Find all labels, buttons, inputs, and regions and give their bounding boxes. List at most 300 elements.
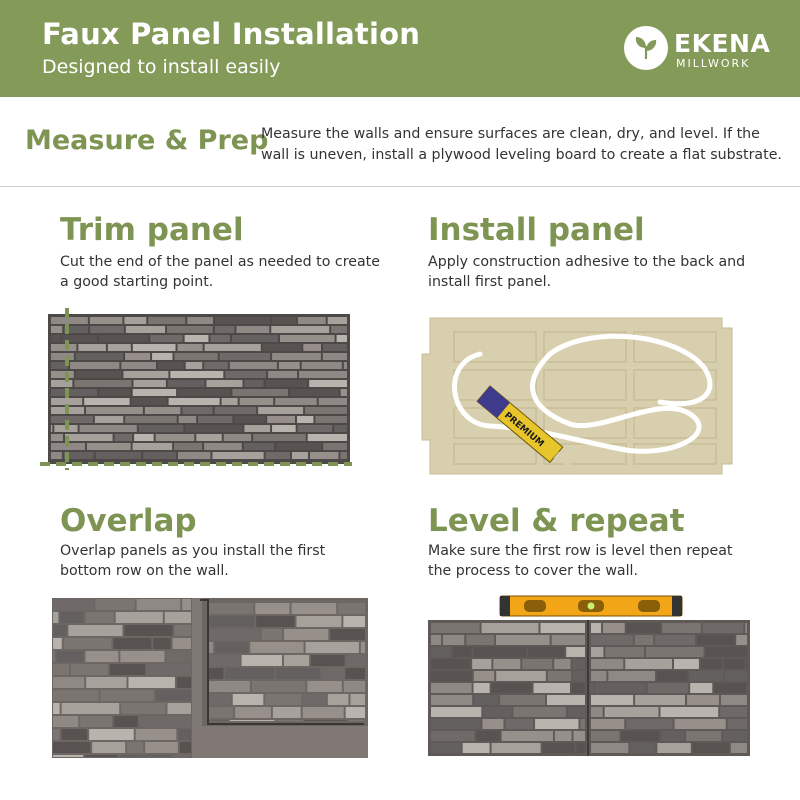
stone-texture <box>124 625 172 636</box>
stone-texture <box>687 695 719 705</box>
stone-texture <box>272 353 321 360</box>
stone-texture <box>148 317 185 324</box>
stone-texture <box>178 344 203 351</box>
install-panel-image <box>420 314 740 480</box>
stone-texture <box>86 677 126 688</box>
stone-texture <box>591 635 633 645</box>
stone-texture <box>225 371 266 378</box>
stone-texture <box>120 755 172 757</box>
stone-texture <box>591 647 603 657</box>
stone-texture <box>139 425 183 432</box>
stone-texture <box>180 742 191 753</box>
stone-texture <box>483 707 511 717</box>
stone-texture <box>51 353 74 360</box>
stone-texture <box>128 677 174 688</box>
stone-texture <box>145 407 181 414</box>
level-text: Make sure the first row is level then repeat the process to cover the wall. <box>428 543 733 579</box>
stone-texture <box>657 671 688 681</box>
stone-texture <box>85 612 113 623</box>
stone-texture <box>153 638 170 649</box>
stone-texture <box>595 683 645 693</box>
stone-texture <box>108 344 131 351</box>
stone-texture <box>310 452 338 459</box>
stone-texture <box>723 731 747 741</box>
stone-texture <box>431 731 475 741</box>
stone-texture <box>745 623 747 633</box>
stone-texture <box>290 389 339 396</box>
stone-texture <box>271 326 329 333</box>
stone-texture <box>657 743 691 753</box>
stone-texture <box>686 731 721 741</box>
stone-texture <box>101 690 154 701</box>
stone-texture <box>272 425 296 432</box>
stone-texture <box>185 335 209 342</box>
stone-texture <box>244 425 270 432</box>
stone-texture <box>272 317 296 324</box>
stone-texture <box>714 683 746 693</box>
stone-texture <box>275 398 317 405</box>
stone-texture <box>71 664 108 675</box>
stone-texture <box>625 659 672 669</box>
stone-texture <box>51 389 97 396</box>
stone-texture <box>53 651 55 662</box>
page-title: Faux Panel Installation <box>42 17 421 51</box>
stone-texture <box>51 380 72 387</box>
stone-texture <box>492 683 532 693</box>
stone-texture <box>53 677 84 688</box>
stone-texture <box>724 659 744 669</box>
stone-texture <box>51 344 76 351</box>
stone-texture <box>165 612 191 623</box>
stone-texture <box>169 398 220 405</box>
stone-texture <box>152 353 172 360</box>
stone-texture <box>626 719 672 729</box>
stone-texture <box>51 452 62 459</box>
stone-texture <box>51 371 74 378</box>
stone-texture <box>136 729 177 740</box>
stone-texture <box>70 362 119 369</box>
stone-texture <box>124 317 146 324</box>
stone-texture <box>721 695 747 705</box>
stone-texture <box>137 599 181 610</box>
stone-texture <box>541 623 585 633</box>
stone-texture <box>53 716 78 727</box>
stone-texture <box>697 635 734 645</box>
stone-texture <box>245 380 264 387</box>
stone-texture <box>535 719 578 729</box>
stone-texture <box>605 647 644 657</box>
stone-texture <box>87 443 131 450</box>
stone-texture <box>212 452 263 459</box>
stone-texture <box>500 695 545 705</box>
stone-texture <box>328 317 347 324</box>
stone-texture <box>591 659 623 669</box>
stone-texture <box>303 344 321 351</box>
stone-texture <box>591 719 624 729</box>
stone-texture <box>110 664 145 675</box>
stone-texture <box>344 362 347 369</box>
stone-texture <box>167 326 213 333</box>
stone-texture <box>534 683 570 693</box>
stone-texture <box>133 380 165 387</box>
brand-subtitle: MILLWORK <box>676 57 751 70</box>
stone-texture <box>196 434 221 441</box>
leaf-icon <box>624 26 668 70</box>
stone-texture <box>53 729 59 740</box>
stone-texture <box>78 344 105 351</box>
stone-texture <box>502 731 553 741</box>
stone-texture <box>482 719 503 729</box>
stone-texture <box>178 452 210 459</box>
stone-texture <box>95 416 123 423</box>
stone-texture <box>323 443 347 450</box>
stone-texture <box>674 659 699 669</box>
stone-texture <box>187 317 213 324</box>
stone-texture <box>174 755 191 757</box>
stone-texture <box>662 623 701 633</box>
stone-texture <box>690 683 712 693</box>
prep-title: Measure & Prep <box>25 125 269 156</box>
header-banner <box>0 0 800 97</box>
stone-texture <box>340 452 347 459</box>
stone-texture <box>177 677 191 688</box>
stone-texture <box>206 380 242 387</box>
stone-texture <box>591 683 593 693</box>
stone-texture <box>635 635 653 645</box>
stone-texture <box>513 707 565 717</box>
stone-texture <box>84 398 129 405</box>
stone-texture <box>573 659 585 669</box>
stone-texture <box>167 703 191 714</box>
stone-texture <box>253 434 306 441</box>
stone-texture <box>168 380 205 387</box>
stone-texture <box>74 380 131 387</box>
stone-texture <box>655 635 695 645</box>
stone-texture <box>431 647 451 657</box>
stone-texture <box>591 731 619 741</box>
stone-texture <box>222 398 238 405</box>
stone-texture <box>215 317 270 324</box>
stone-texture <box>266 452 290 459</box>
stone-texture <box>555 731 572 741</box>
level-title: Level & repeat <box>428 503 685 539</box>
stone-texture <box>89 729 134 740</box>
stone-texture <box>80 425 137 432</box>
stone-texture <box>51 317 88 324</box>
stone-texture <box>113 638 151 649</box>
stone-texture <box>267 416 295 423</box>
stone-texture <box>466 635 494 645</box>
stone-texture <box>173 638 191 649</box>
stone-texture <box>431 683 472 693</box>
stone-texture <box>143 452 176 459</box>
stone-texture <box>86 407 143 414</box>
stone-texture <box>204 443 242 450</box>
stone-texture <box>182 407 212 414</box>
stone-texture <box>116 612 163 623</box>
stone-texture <box>552 635 585 645</box>
stone-texture <box>280 335 335 342</box>
stone-texture <box>133 344 176 351</box>
stone-texture <box>170 371 223 378</box>
stone-texture <box>543 743 575 753</box>
stone-texture <box>85 651 118 662</box>
stone-texture <box>198 416 232 423</box>
stone-texture <box>215 407 257 414</box>
stone-texture <box>493 659 520 669</box>
stone-texture <box>53 625 66 636</box>
stone-texture <box>51 398 82 405</box>
stone-texture <box>299 371 347 378</box>
stone-texture <box>232 389 287 396</box>
stone-texture <box>125 416 176 423</box>
stone-texture <box>53 755 83 757</box>
stone-texture <box>57 651 84 662</box>
trim-text: Cut the end of the panel as needed to create a good starting point. <box>60 254 380 290</box>
stone-texture <box>298 425 333 432</box>
stone-texture <box>309 380 347 387</box>
stone-texture <box>690 671 724 681</box>
stone-texture <box>115 434 133 441</box>
stone-texture <box>591 671 606 681</box>
stone-texture <box>224 434 251 441</box>
stone-texture <box>121 362 156 369</box>
stone-texture <box>140 716 191 727</box>
stone-texture <box>156 434 195 441</box>
stone-texture <box>706 647 747 657</box>
install-text: Apply construction adhesive to the back and install first panel. <box>428 254 746 290</box>
stone-texture <box>174 353 217 360</box>
stone-texture <box>675 719 726 729</box>
stone-texture <box>605 707 659 717</box>
stone-texture <box>496 635 550 645</box>
stone-texture <box>125 353 150 360</box>
trim-title: Trim panel <box>60 212 244 248</box>
stone-texture <box>443 635 464 645</box>
stone-texture <box>147 664 191 675</box>
stone-texture <box>65 434 113 441</box>
stone-texture <box>178 729 191 740</box>
stone-texture <box>720 707 747 717</box>
stone-texture <box>522 659 552 669</box>
stone-texture <box>725 671 747 681</box>
stone-texture <box>630 743 655 753</box>
stone-texture <box>99 389 130 396</box>
stone-texture <box>463 743 490 753</box>
stone-texture <box>234 416 265 423</box>
section-divider <box>0 186 800 187</box>
stone-texture <box>150 335 182 342</box>
stone-texture <box>53 703 60 714</box>
stone-texture <box>53 690 99 701</box>
stone-texture <box>591 623 601 633</box>
stone-texture <box>505 719 533 729</box>
stone-texture <box>178 389 230 396</box>
stone-texture <box>302 362 342 369</box>
stone-texture <box>474 683 490 693</box>
stone-texture <box>661 731 684 741</box>
stone-texture <box>186 362 203 369</box>
stone-texture <box>210 335 229 342</box>
stone-texture <box>731 743 747 753</box>
stone-texture <box>431 743 461 753</box>
stone-texture <box>431 695 472 705</box>
stone-texture <box>453 647 472 657</box>
stone-texture <box>51 416 93 423</box>
stone-texture <box>85 755 117 757</box>
stone-texture <box>341 389 347 396</box>
stone-texture <box>319 398 347 405</box>
stone-texture <box>474 671 494 681</box>
stone-texture <box>472 659 491 669</box>
stone-texture <box>51 326 62 333</box>
stone-texture <box>573 731 585 741</box>
stone-texture <box>133 389 176 396</box>
stone-texture <box>334 425 347 432</box>
stone-texture <box>99 335 148 342</box>
stone-texture <box>572 683 585 693</box>
stone-texture <box>431 659 470 669</box>
stone-texture <box>166 651 191 662</box>
stone-texture <box>431 635 441 645</box>
stone-texture <box>591 695 633 705</box>
stone-texture <box>76 353 123 360</box>
stone-texture <box>492 743 541 753</box>
stone-texture <box>179 416 196 423</box>
stone-texture <box>298 317 326 324</box>
stone-texture <box>240 398 274 405</box>
stone-texture <box>646 647 704 657</box>
stone-texture <box>292 452 308 459</box>
overlap-title: Overlap <box>60 503 197 539</box>
stone-texture <box>474 647 527 657</box>
stone-texture <box>114 716 138 727</box>
tube-label: PREMIUM <box>502 410 546 450</box>
stone-texture <box>746 659 747 669</box>
stone-texture <box>315 416 347 423</box>
stone-texture <box>126 326 165 333</box>
stone-texture <box>51 425 52 432</box>
stone-texture <box>60 612 83 623</box>
stone-texture <box>134 434 154 441</box>
stone-texture <box>95 599 134 610</box>
overlap-panel-image <box>52 598 368 762</box>
stone-texture <box>635 695 685 705</box>
stone-texture <box>482 623 539 633</box>
stone-texture <box>158 362 184 369</box>
stone-texture <box>53 664 69 675</box>
stone-texture <box>591 743 628 753</box>
stone-texture <box>205 344 261 351</box>
stone-texture <box>53 612 58 623</box>
stone-texture <box>621 731 659 741</box>
stone-texture <box>120 651 164 662</box>
level-tool-icon <box>500 596 682 616</box>
stone-texture <box>627 623 661 633</box>
prep-text: Measure the walls and ensure surfaces are clean, dry, and level. If the wall is uneven, install a plywood leveling board to create a flat substrate. <box>261 126 782 163</box>
stone-texture <box>337 335 347 342</box>
stone-texture <box>603 623 625 633</box>
stone-texture <box>648 683 688 693</box>
stone-texture <box>308 434 347 441</box>
stone-texture <box>528 647 564 657</box>
stone-texture <box>736 635 747 645</box>
stone-texture <box>276 443 321 450</box>
stone-texture <box>96 452 142 459</box>
stone-texture <box>230 362 277 369</box>
stone-texture <box>701 659 722 669</box>
stone-texture <box>496 671 546 681</box>
install-title: Install panel <box>428 212 645 248</box>
stone-texture <box>474 695 498 705</box>
stone-texture <box>232 335 278 342</box>
stone-texture <box>265 380 307 387</box>
stone-texture <box>53 599 93 610</box>
stone-texture <box>576 743 585 753</box>
brand-logo <box>624 24 784 74</box>
stone-texture <box>548 671 571 681</box>
stone-texture <box>305 407 347 414</box>
stone-texture <box>660 707 718 717</box>
stone-texture <box>68 625 122 636</box>
stone-texture <box>51 434 63 441</box>
stone-texture <box>568 707 585 717</box>
stone-texture <box>703 623 743 633</box>
brand-name: EKENA <box>674 29 771 58</box>
stone-texture <box>220 353 270 360</box>
stone-texture <box>182 599 191 610</box>
stone-texture <box>323 353 347 360</box>
stone-texture <box>580 719 585 729</box>
stone-texture <box>174 443 202 450</box>
stone-texture <box>127 742 143 753</box>
stone-texture <box>51 335 60 342</box>
stone-texture <box>53 742 90 753</box>
stone-texture <box>80 716 112 727</box>
stone-texture <box>156 690 191 701</box>
stone-texture <box>728 719 747 729</box>
stone-texture <box>133 443 172 450</box>
stone-texture <box>431 707 481 717</box>
stone-texture <box>263 344 302 351</box>
trim-panel-image <box>40 308 360 474</box>
stone-texture <box>554 659 570 669</box>
stone-texture <box>431 623 480 633</box>
stone-texture <box>61 729 87 740</box>
stone-texture <box>145 742 178 753</box>
level-repeat-image <box>426 594 752 764</box>
stone-texture <box>90 326 124 333</box>
stone-texture <box>175 625 191 636</box>
stone-texture <box>204 362 228 369</box>
stone-texture <box>323 344 347 351</box>
stone-texture <box>90 317 123 324</box>
stone-texture <box>477 731 500 741</box>
stone-texture <box>53 638 62 649</box>
stone-texture <box>185 425 242 432</box>
stone-texture <box>608 671 655 681</box>
stone-texture <box>244 443 274 450</box>
stone-texture <box>121 703 165 714</box>
stone-texture <box>566 647 585 657</box>
stone-texture <box>331 326 347 333</box>
stone-texture <box>92 742 125 753</box>
stone-texture <box>431 719 480 729</box>
stone-texture <box>573 671 585 681</box>
stone-texture <box>297 416 313 423</box>
overlap-text: Overlap panels as you install the first bottom row on the wall. <box>60 543 326 579</box>
stone-texture <box>236 326 269 333</box>
